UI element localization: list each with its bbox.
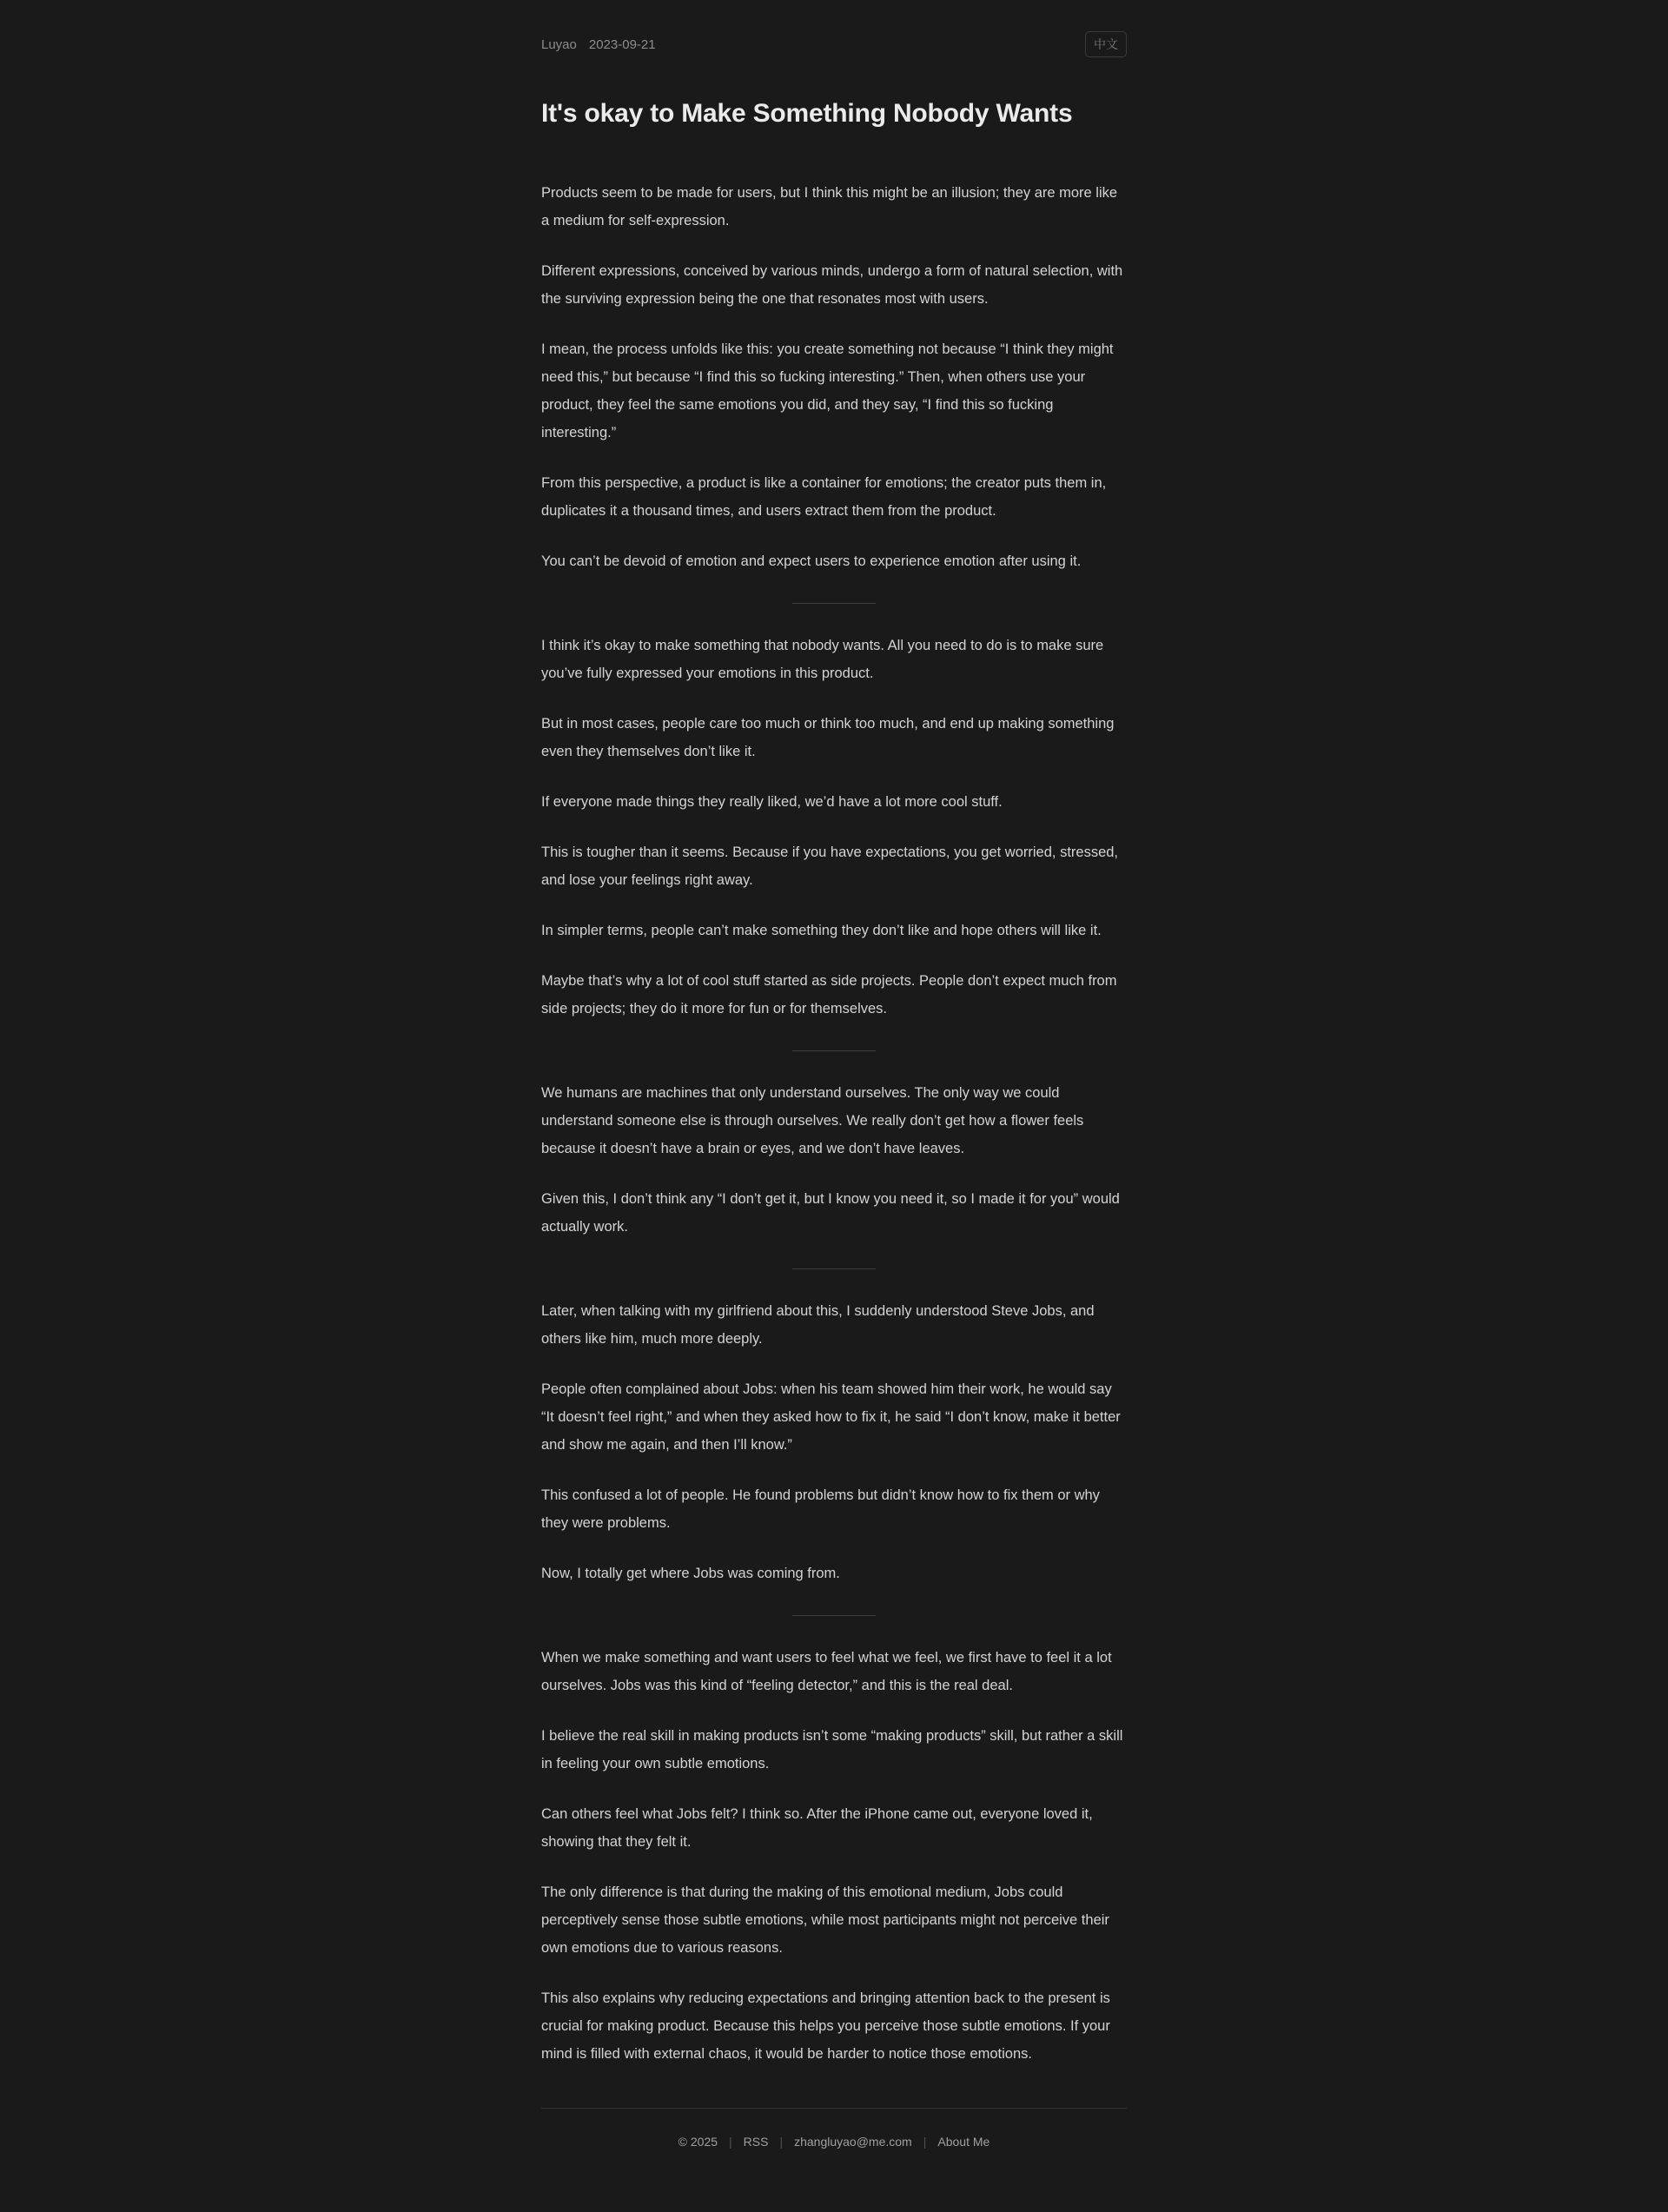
section-divider <box>792 1615 876 1616</box>
post-date: 2023-09-21 <box>588 36 656 52</box>
paragraph: Can others feel what Jobs felt? I think so. After the iPhone came out, everyone loved it, showing that they felt it. <box>541 1805 1093 1850</box>
footer-link-about-me[interactable]: About Me <box>937 2134 990 2149</box>
paragraph: This also explains why reducing expectations and bringing attention back to the present is crucial for making product. Because this helps you perceive those subtle emotions. If your mind is filled with external chaos, it would be harder to notice those emotions. <box>541 1990 1110 2062</box>
post-title: It's okay to Make Something Nobody Wants <box>541 99 1073 128</box>
footer-separator: | <box>729 2134 732 2149</box>
post-header <box>541 31 1127 57</box>
paragraph: This is tougher than it seems. Because if you have expectations, you get worried, stressed, and lose your feelings right away. <box>541 844 1119 888</box>
copyright-text: © 2025 <box>678 2134 718 2149</box>
paragraph: We humans are machines that only understand ourselves. The only way we could understand someone else is through ourselves. We really don’t get how a flower feels because it doesn’t have a brain or eyes, and we don’t have leaves. <box>541 1084 1084 1156</box>
footer-divider <box>541 2108 1127 2109</box>
paragraph: Maybe that’s why a lot of cool stuff started as side projects. People don’t expect much from side projects; they do it more for fun or for themselves. <box>541 972 1117 1017</box>
post-meta <box>541 37 656 52</box>
paragraph: Products seem to be made for users, but I think this might be an illusion; they are more like a medium for self-expression. <box>541 184 1118 228</box>
paragraph: Later, when talking with my girlfriend about this, I suddenly understood Steve Jobs, and others like him, much more deeply. <box>541 1302 1095 1347</box>
page-container <box>541 0 1127 2204</box>
paragraph: I believe the real skill in making products isn’t some “making products” skill, but rather a skill in feeling your own subtle emotions. <box>541 1727 1123 1772</box>
language-toggle-button[interactable]: 中文 <box>1085 31 1127 57</box>
footer-link-rss[interactable]: RSS <box>743 2134 769 2149</box>
paragraph: Now, I totally get where Jobs was coming from. <box>541 1565 840 1581</box>
paragraph: In simpler terms, people can’t make something they don’t like and hope others will like it. <box>541 922 1102 938</box>
paragraph: Given this, I don’t think any “I don’t get it, but I know you need it, so I made it for you” would actually work. <box>541 1190 1120 1235</box>
paragraph: If everyone made things they really liked, we’d have a lot more cool stuff. <box>541 793 1003 810</box>
footer-link-zhangluyao-me-com[interactable]: zhangluyao@me.com <box>794 2134 912 2149</box>
paragraph: When we make something and want users to feel what we feel, we first have to feel it a lot ourselves. Jobs was this kind of “feeling detector,” and this is the real deal. <box>541 1649 1112 1693</box>
footer-separator: | <box>923 2134 927 2149</box>
site-footer <box>541 2135 1127 2149</box>
section-divider <box>792 1050 876 1051</box>
footer-separator: | <box>779 2134 784 2149</box>
article-body <box>541 179 1127 2068</box>
paragraph: You can’t be devoid of emotion and expect users to experience emotion after using it. <box>541 553 1082 569</box>
paragraph: From this perspective, a product is like a container for emotions; the creator puts them in, duplicates it a thousand times, and users extract them from the product. <box>541 474 1107 519</box>
section-divider <box>792 1268 876 1269</box>
paragraph: But in most cases, people care too much or think too much, and end up making something even they themselves don’t like it. <box>541 715 1115 759</box>
author-link[interactable]: Luyao <box>541 36 577 52</box>
paragraph: People often complained about Jobs: when his team showed him their work, he would say “It doesn’t feel right,” and when they asked how to fix it, he said “I don’t know, make it better and show me again, and then I’ll know.” <box>541 1381 1121 1453</box>
paragraph: The only difference is that during the making of this emotional medium, Jobs could perceptively sense those subtle emotions, while most participants might not perceive their own emotions due to various reasons. <box>541 1884 1109 1956</box>
paragraph: I mean, the process unfolds like this: you create something not because “I think they might need this,” but because “I find this so fucking interesting.” Then, when others use your product, they feel the same emotions you did, and they say, “I find this so fucking interesting.” <box>541 341 1114 440</box>
paragraph: This confused a lot of people. He found problems but didn’t know how to fix them or why they were problems. <box>541 1487 1100 1531</box>
section-divider <box>792 603 876 604</box>
paragraph: I think it’s okay to make something that nobody wants. All you need to do is to make sure you’ve fully expressed your emotions in this product. <box>541 637 1104 681</box>
paragraph: Different expressions, conceived by various minds, undergo a form of natural selection, with the surviving expression being the one that resonates most with users. <box>541 262 1123 307</box>
